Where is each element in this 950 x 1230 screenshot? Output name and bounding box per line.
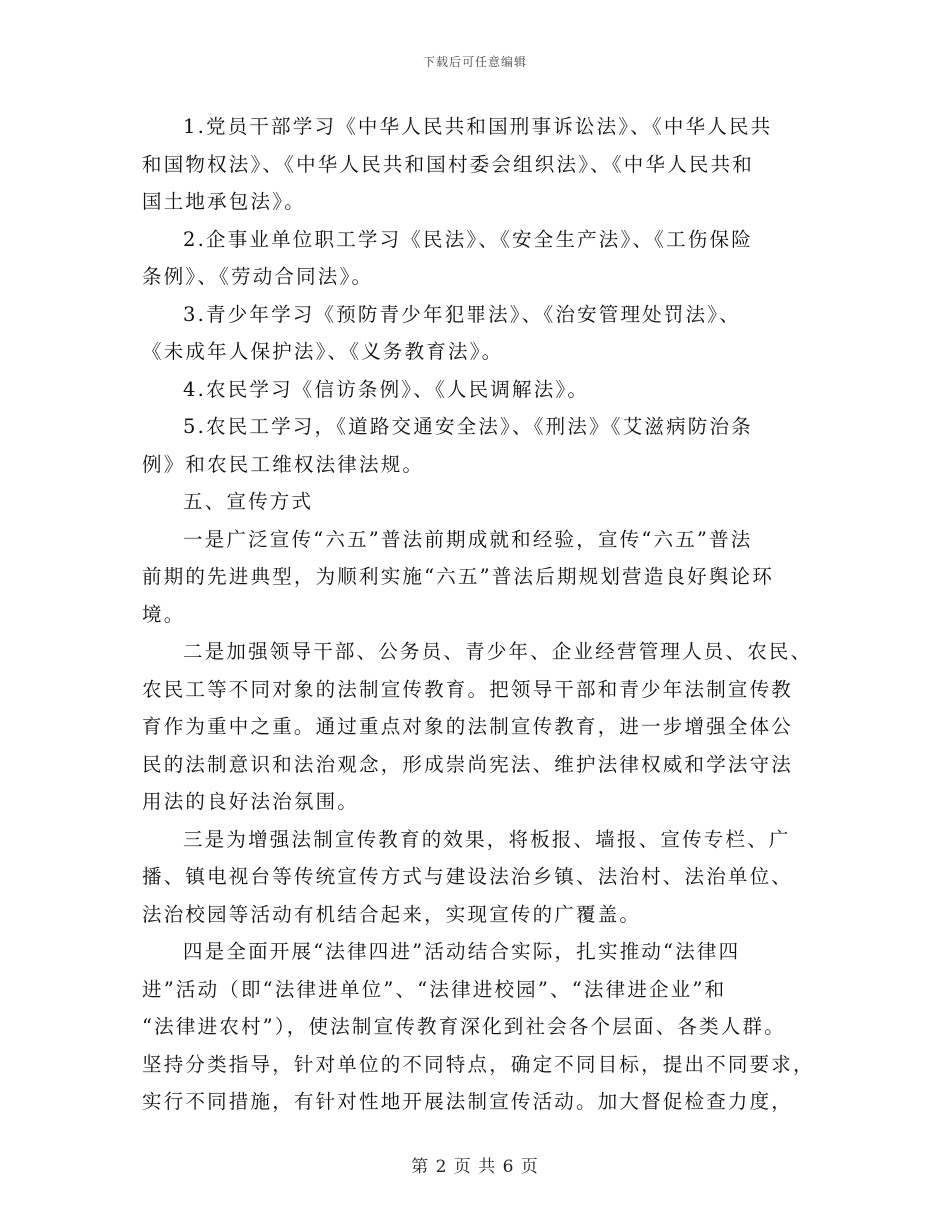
text-line: 3.青少年学习《预防青少年犯罪法》、《治安管理处罚法》、 — [183, 302, 741, 326]
text-line: 《未成年人保护法》、《义务教育法》。 — [142, 340, 504, 363]
text-line: 三是为增强法制宣传教育的效果，将板报、墙报、宣传专栏、广 — [183, 827, 791, 851]
text-line: 四是全面开展“法律四进”活动结合实际，扎实推动“法律四 — [183, 940, 741, 963]
text-line: 前期的先进典型，为顺利实施“六五”普法后期规划营造良好舆论环 — [142, 565, 774, 588]
text-line: 境。 — [142, 602, 186, 626]
text-line: 法治校园等活动有机结合起来，实现宣传的广覆盖。 — [142, 902, 642, 926]
paragraph-point-one — [142, 521, 810, 634]
paragraph-point-two — [142, 633, 813, 821]
paragraph-study-cadres — [142, 108, 810, 221]
text-line: 条例》、《劳动合同法》。 — [142, 265, 374, 288]
text-line: 一是广泛宣传“六五”普法前期成就和经验，宣传“六五”普法 — [183, 527, 753, 551]
section-heading — [142, 483, 810, 521]
paragraph-study-farmers — [142, 371, 810, 409]
text-line: 民的法制意识和法治观念，形成崇尚宪法、维护法律权威和学法守法 — [142, 752, 794, 776]
text-line: 例》和农民工维权法律法规。 — [142, 452, 425, 476]
text-line: 4.农民学习《信访条例》、《人民调解法》。 — [183, 377, 590, 401]
text-line: 育作为重中之重。通过重点对象的法制宣传教育，进一步增强全体公 — [142, 715, 794, 738]
document-body — [142, 108, 815, 1121]
paragraph-study-youth — [142, 296, 810, 371]
text-line: 坚持分类指导，针对单位的不同特点，确定不同目标，提出不同要求， — [142, 1052, 815, 1076]
text-line: 二是加强领导干部、公务员、青少年、企业经营管理人员、农民、 — [183, 640, 813, 663]
page-number: 第 2 页 共 6 页 — [411, 1157, 539, 1177]
paragraph-point-three — [142, 821, 810, 934]
text-line: 2.企事业单位职工学习《民法》、《安全生产法》、《工伤保险 — [183, 227, 753, 251]
page-header: 下载后可任意编辑 — [422, 55, 527, 69]
text-line: “法律进农村”），使法制宣传教育深化到社会各个层面、各类人群。 — [142, 1015, 786, 1038]
paragraph-study-workers — [142, 221, 810, 296]
text-line: 实行不同措施，有针对性地开展法制宣传活动。加大督促检查力度， — [142, 1090, 794, 1113]
paragraph-study-migrant-workers — [142, 408, 810, 483]
text-line: 5.农民工学习，《道路交通安全法》、《刑法》《艾滋病防治条 — [183, 415, 753, 438]
paragraph-point-four — [142, 933, 815, 1121]
text-line: 国土地承包法》。 — [142, 190, 306, 213]
section-heading-text: 五、宣传方式 — [183, 490, 314, 513]
text-line: 进”活动（即“法律进单位”、“法律进校园”、“法律进企业”和 — [142, 977, 727, 1001]
text-line: 农民工等不同对象的法制宣传教育。把领导干部和青少年法制宣传教 — [142, 677, 794, 701]
text-line: 播、镇电视台等传统宣传方式与建设法治乡镇、法治村、法治单位、 — [142, 865, 794, 888]
text-line: 1.党员干部学习《中华人民共和国刑事诉讼法》、《中华人民共 — [183, 115, 773, 138]
text-line: 用法的良好法治氛围。 — [142, 790, 360, 813]
text-line: 和国物权法》、《中华人民共和国村委会组织法》、《中华人民共和 — [142, 152, 755, 176]
